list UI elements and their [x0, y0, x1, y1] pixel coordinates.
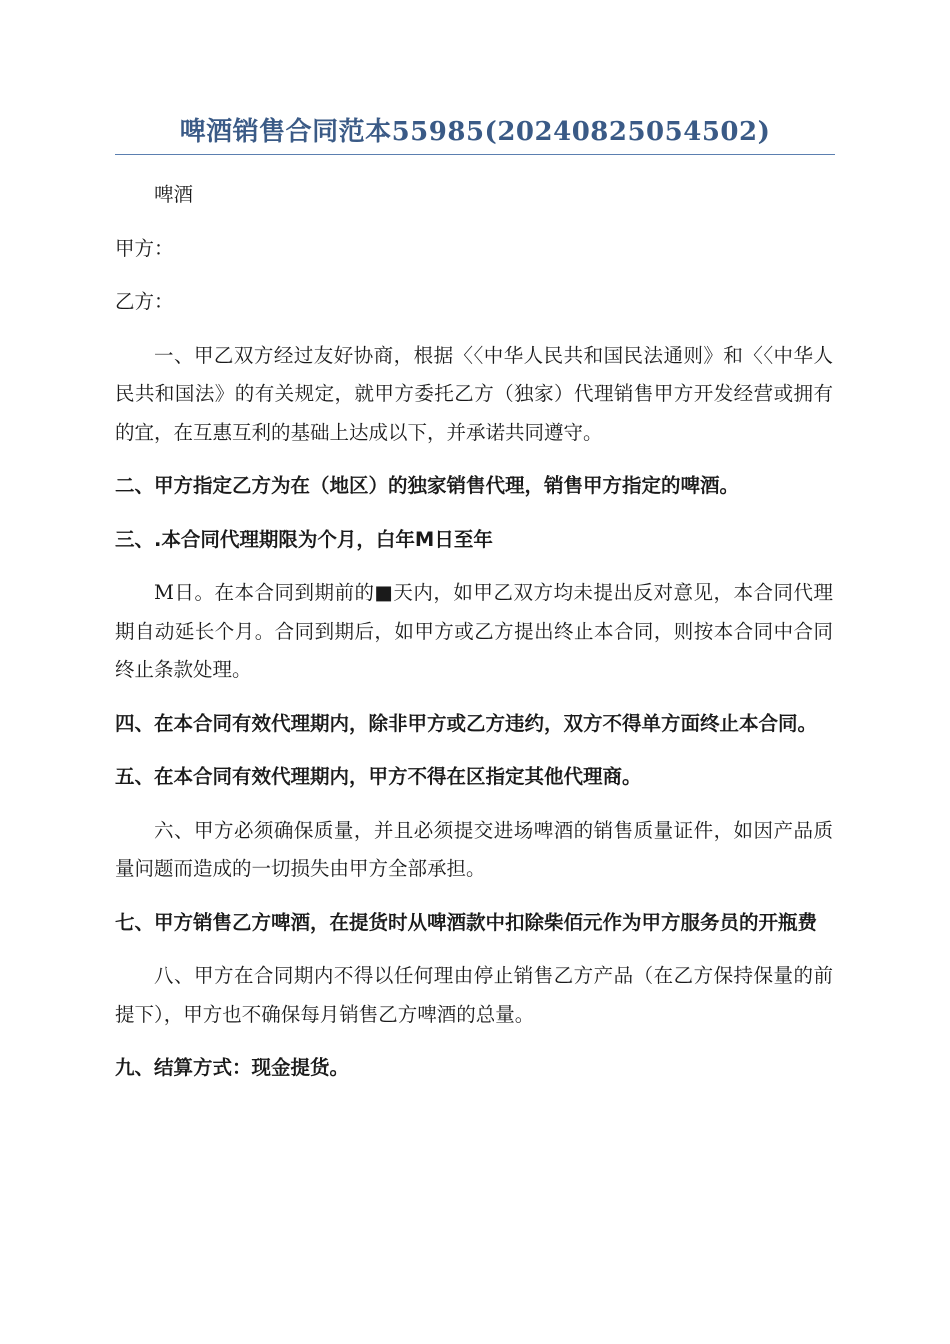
document-body [115, 176, 833, 1103]
clause-7: 七、甲方销售乙方啤酒，在提货时从啤酒款中扣除柴佰元作为甲方服务员的开瓶费 [115, 910, 818, 934]
clause-6: 六、甲方必须确保质量，并且必须提交进场啤酒的销售质量证件，如因产品质量问题而造成的一切损失由甲方全部承担。 [115, 818, 833, 880]
clause-1: 一、甲乙双方经过友好协商，根据〈〈中华人民共和国民法通则》和〈〈中华人民共和国法》的有关规定，就甲方委托乙方（独家）代理销售甲方开发经营或拥有的宜，在互惠互利的基础上达成以下，并承诺共同遵守。 [115, 343, 833, 444]
clause-2: 二、甲方指定乙方为在（地区）的独家销售代理，销售甲方指定的啤酒。 [115, 474, 740, 497]
paragraph-party-b: 乙方： [115, 290, 174, 313]
clause-5: 五、在本合同有效代理期内，甲方不得在区指定其他代理商。 [115, 765, 642, 788]
clause-4: 四、在本合同有效代理期内，除非甲方或乙方违约，双方不得单方面终止本合同。 [115, 711, 818, 735]
clause-9: 九、结算方式：现金提货。 [115, 1056, 350, 1079]
document-title: 啤酒销售合同范本55985(20240825054502) [179, 117, 771, 147]
paragraph-subject: 啤酒 [154, 183, 194, 206]
clause-8: 八、甲方在合同期内不得以任何理由停止销售乙方产品（在乙方保持保量的前提下），甲方也不确保每月销售乙方啤酒的总量。 [115, 964, 833, 1026]
title-underline [115, 154, 835, 155]
paragraph-party-a: 甲方： [115, 236, 174, 260]
clause-3-continued: M日。在本合同到期前的■天内，如甲乙双方均未提出反对意见，本合同代理期自动延长个月。合同到期后，如甲方或乙方提出终止本合同，则按本合同中合同终止条款处理。 [115, 581, 833, 681]
clause-3: 三、.本合同代理期限为个月，白年M日至年 [115, 527, 493, 551]
